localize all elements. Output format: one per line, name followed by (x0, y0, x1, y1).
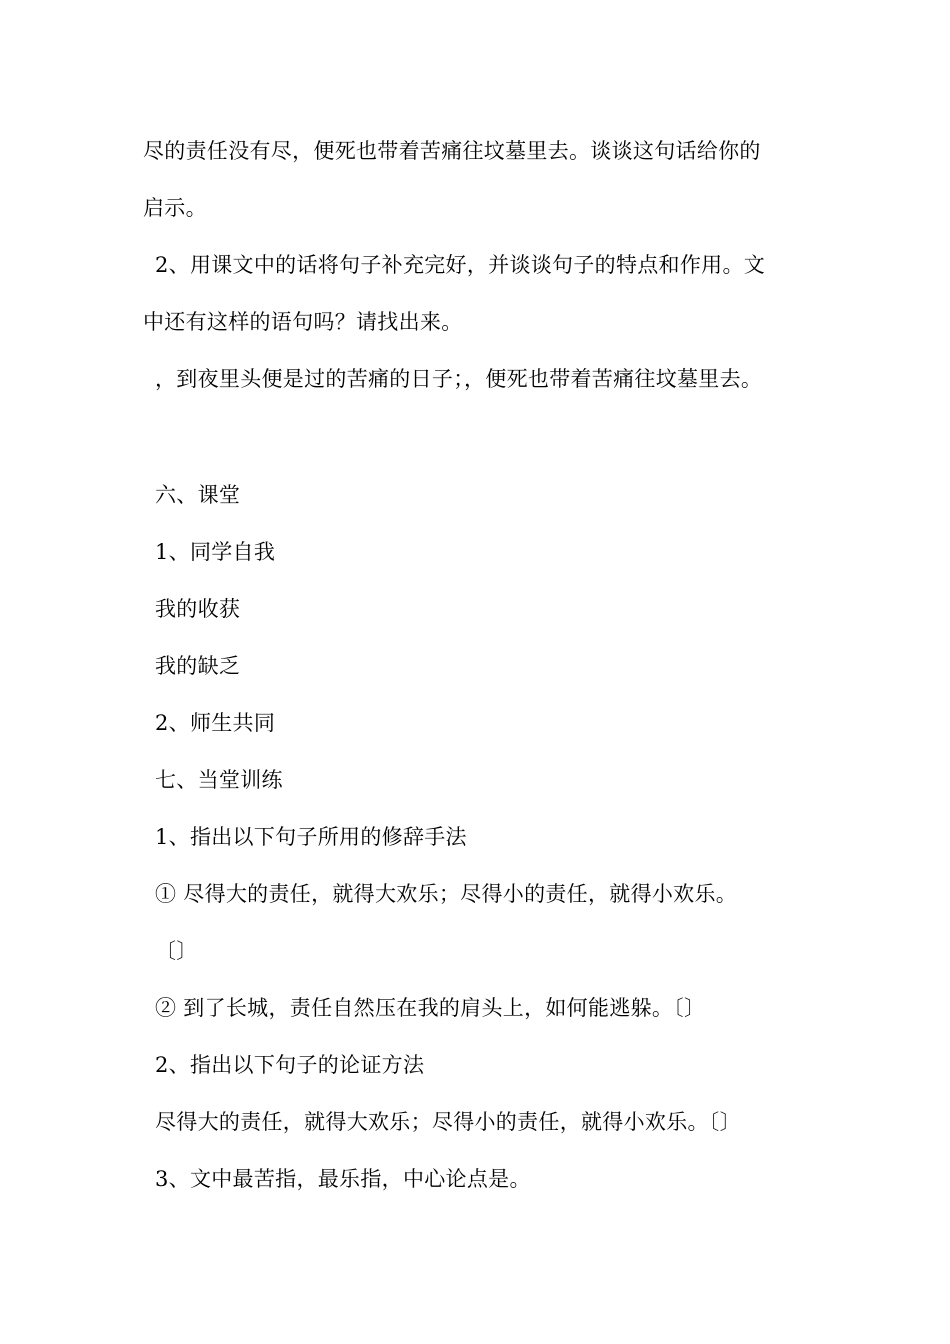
exercise-1: 1、指出以下句子所用的修辞手法 (155, 825, 467, 849)
list-item: 我的收获 (155, 597, 241, 621)
list-item: 我的缺乏 (155, 654, 241, 678)
fill-in-sentence: ，到夜里头便是过的苦痛的日子；，便死也带着苦痛往坟墓里去。 (155, 367, 763, 391)
paragraph-line: 中还有这样的语句吗？请找出来。 (143, 310, 463, 334)
paragraph-line: 启示。 (143, 196, 207, 220)
exercise-sentence: 尽得大的责任，就得大欢乐；尽得小的责任，就得小欢乐。〔〕 (155, 1110, 741, 1134)
list-item: 2、师生共同 (155, 711, 276, 735)
section-heading-7: 七、当堂训练 (155, 768, 283, 792)
exercise-sentence: ① 尽得大的责任，就得大欢乐；尽得小的责任，就得小欢乐。 (155, 882, 738, 906)
section-heading-6: 六、课堂 (155, 483, 241, 507)
question-2-line: 2、用课文中的话将句子补充完好，并谈谈句子的特点和作用。文 (155, 253, 766, 277)
exercise-3: 3、文中最苦指，最乐指，中心论点是。 (155, 1167, 531, 1191)
answer-bracket: 〔〕 (155, 939, 198, 963)
paragraph-line: 尽的责任没有尽，便死也带着苦痛往坟墓里去。谈谈这句话给你的 (143, 139, 761, 163)
exercise-sentence: ② 到了长城，责任自然压在我的肩头上，如何能逃躲。〔〕 (155, 996, 706, 1020)
list-item: 1、同学自我 (155, 540, 276, 564)
exercise-2: 2、指出以下句子的论证方法 (155, 1053, 425, 1077)
